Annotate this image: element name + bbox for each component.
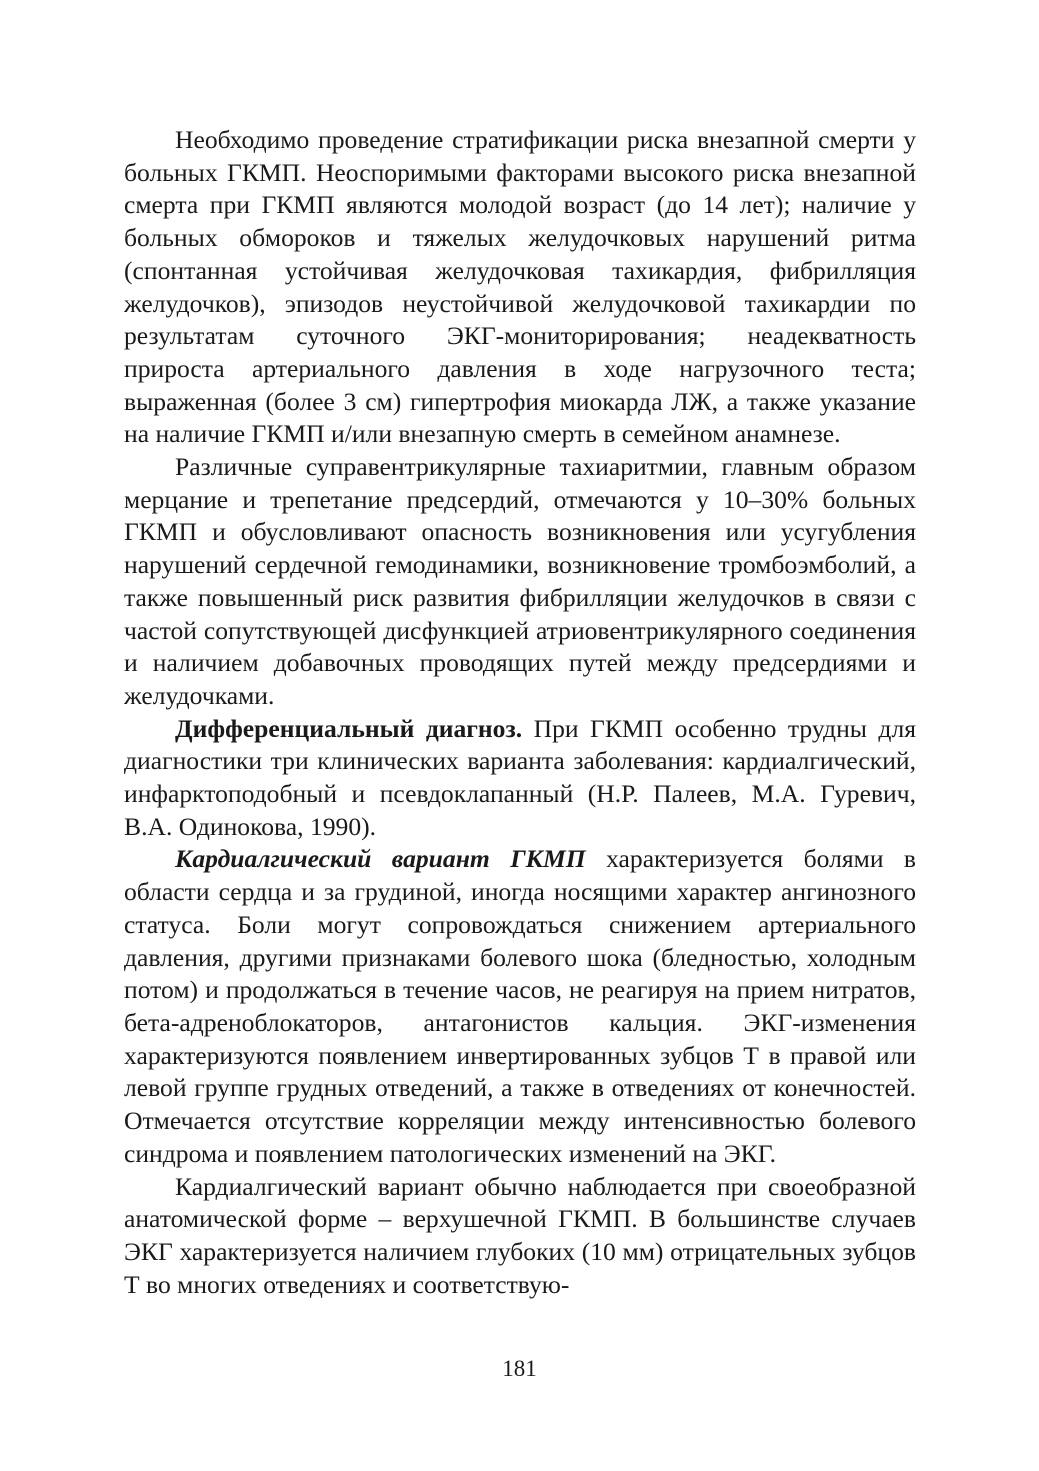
paragraph-cardialgic-variant <box>124 843 916 1170</box>
page-body <box>124 124 916 1384</box>
section-heading: Дифференциальный диагноз. <box>175 713 523 743</box>
paragraph-apical-hcm <box>124 1171 916 1302</box>
paragraph-text: Кардиалгический вариант обычно наблюдается при своеобразной анатомической форме – верхушечной ГКМП. В большинстве случаев ЭКГ характеризуется наличием глубоких (10 мм) отрицательных зубцов Т во многих отведениях и соответствую- <box>124 1171 916 1299</box>
section-heading: Кардиалгический вариант ГКМП <box>175 844 586 874</box>
page-number: 181 <box>502 1356 537 1381</box>
paragraph-text: Различные суправентрикулярные тахиаритмии, главным образом мерцание и трепетание предсердий, отмечаются у 10–30% больных ГКМП и обусловливают опасность возникновения или усугубления нарушений сердечной гемодинамики, возникновение тромбоэмболий, а также повышенный риск развития фибрилляции желудочков в связи с частой сопутствующей дисфункцией атриовентрикулярного соединения и наличием добавочных проводящих путей между предсердиями и желудочками. <box>124 452 916 710</box>
paragraph-risk-stratification <box>124 124 916 451</box>
paragraph-text: характеризуется болями в области сердца и за грудиной, иногда носящими характер ангинозного статуса. Боли могут сопровождаться снижением артериального давления, другими признаками болевого шока (бледностью, холодным потом) и продолжаться в течение часов, не реагируя на прием нитратов, бета-адреноблокаторов, антагонистов кальция. ЭКГ-изменения характеризуются появлением инвертированных зубцов Т в правой или левой группе грудных отведений, а также в отведениях от конечностей. Отмечается отсутствие корреляции между интенсивностью болевого синдрома и появлением патологических изменений на ЭКГ. <box>124 844 916 1168</box>
paragraph-text: Необходимо проведение стратификации риска внезапной смерти у больных ГКМП. Неоспоримыми факторами высокого риска внезапной смерта при ГКМП являются молодой возраст (до 14 лет); наличие у больных обмороков и тяжелых желудочковых нарушений ритма (спонтанная устойчивая желудочковая тахикардия, фибрилляция желудочков), эпизодов неустойчивой желудочковой тахикардии по результатам суточного ЭКГ-мониторирования; неадекватность прироста артериального давления в ходе нагрузочного теста; выраженная (более 3 см) гипертрофия миокарда ЛЖ, а также указание на наличие ГКМП и/или внезапную смерть в семейном анамнезе. <box>124 125 916 449</box>
paragraph-supraventricular-arrhythmias <box>124 451 916 713</box>
paragraph-text: При ГКМП особенно трудны для диагностики три клинических варианта заболевания: кардиалгический, инфарктоподобный и псевдоклапанный (Н.Р. Палеев, М.А. Гуревич, В.А. Одинокова, 1990). <box>124 713 916 841</box>
paragraph-differential-diagnosis <box>124 713 916 844</box>
